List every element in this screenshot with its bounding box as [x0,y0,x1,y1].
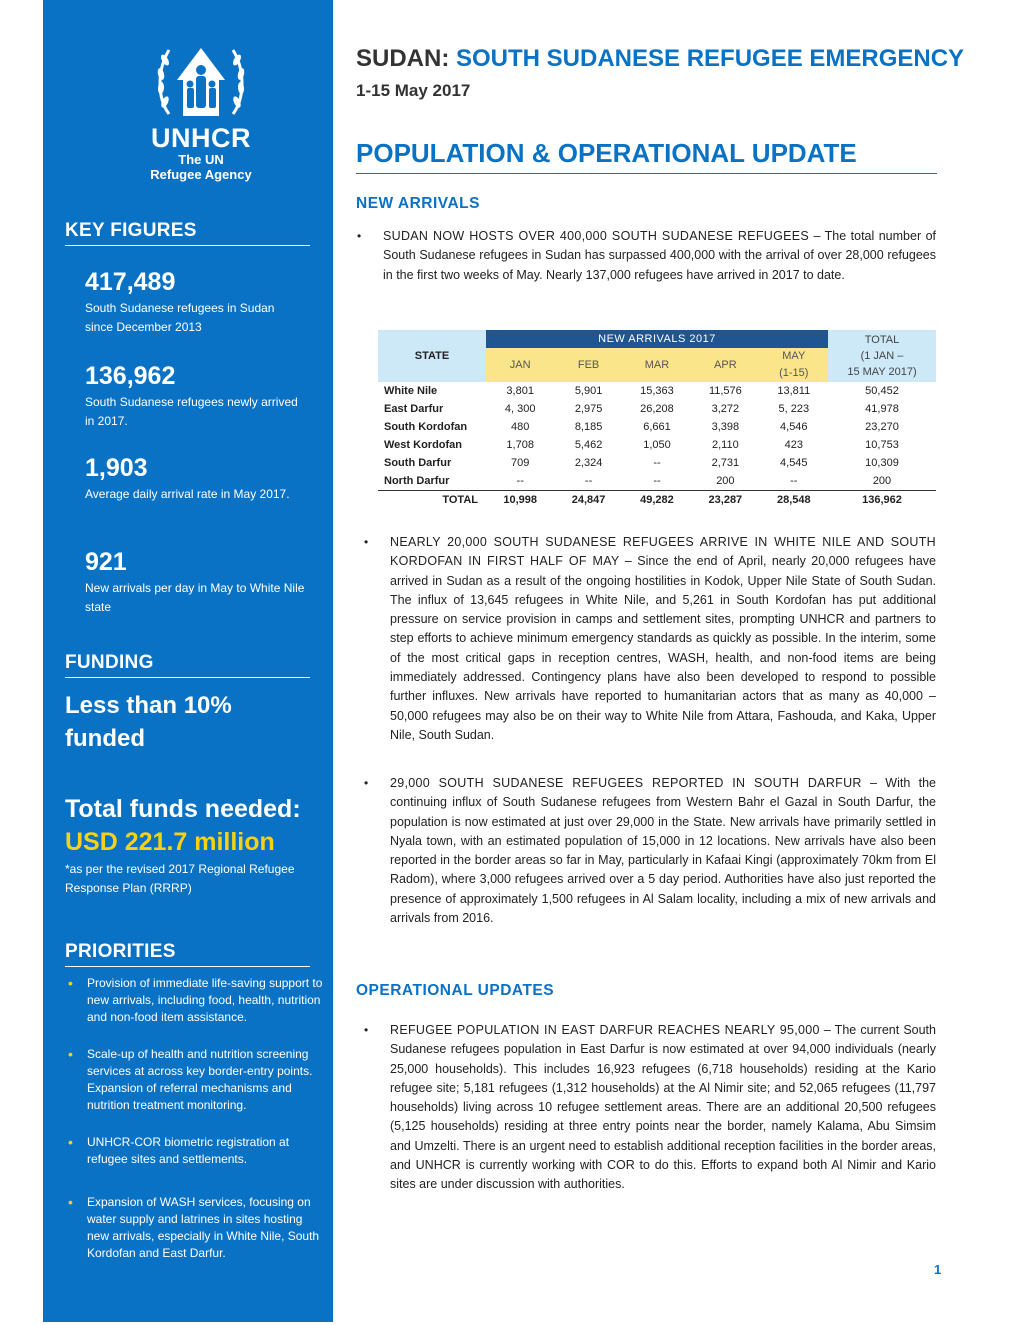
key-figure [85,453,305,504]
table-cell: 200 [716,475,735,487]
table-cell: 2,975 [574,403,603,415]
paragraph-lead: 29,000 SOUTH SUDANESE REFUGEES REPORTED IN SOUTH DARFUR [390,776,862,790]
report-date: 1-15 May 2017 [356,81,471,100]
table-cell: -- [584,475,593,487]
table-cell-state: South Kordofan [384,421,468,433]
table-cell: 200 [872,475,892,487]
table-header-total-line: TOTAL [864,334,900,346]
table-cell-state: West Kordofan [384,439,463,451]
table-header-month: FEB [554,348,622,382]
table-cell: 5,901 [574,385,603,397]
page-subtitle: POPULATION & OPERATIONAL UPDATE [356,138,937,174]
table-row [378,400,936,418]
table-row [378,436,936,454]
table-header-month: JAN [486,348,554,382]
key-figure-desc: South Sudanese refugees in Sudan since December 2013 [85,301,275,334]
table-cell: 1,708 [506,439,534,451]
logo-brand: UNHCR [151,123,251,153]
table-total-cell: 28,548 [760,491,828,510]
unhcr-emblem-icon [155,40,247,122]
bullet: • [357,229,362,243]
table-cell: 2,731 [711,457,740,469]
table-cell-state: White Nile [384,385,438,397]
bullet: • [364,1023,369,1037]
table-total-cell: 136,962 [828,491,936,510]
funding-status [65,689,315,755]
total-funds-label: Total funds needed: [65,795,301,823]
table-cell: -- [653,457,661,469]
table-header-month: APR [691,348,759,382]
table-row [378,418,936,436]
table-total-row [378,491,936,510]
table-cell: 4, 300 [504,403,536,415]
table-cell-state: South Darfur [384,457,452,469]
funding-line-2: funded [65,725,145,752]
table-cell: 13,811 [777,385,811,397]
table-cell: 41,978 [865,403,899,415]
table-cell: 50,452 [865,385,899,397]
paragraph-text: – With the continuing influx of South Sudanese refugees from Western Bahr el Gazal in South Darfur, the population is now estimated at just over 29,000 in the State. New arrivals have primarily settled in Nyala town, with an estimated population of 15,000 in 12 locations. New arrivals have also been reported in the border areas so far in May, particularly in Kafaai Kingi (approximately 70km from El Radom), where 3,000 refugees arrived over a 5 day period. Authorities have also just reported the presence of approximately 1,500 refugees in Al Salam locality, including a mix of new arrivals and arrivals from 2016. [390,776,936,926]
paragraph-new-arrivals-1 [357,227,936,285]
operational-updates-heading: OPERATIONAL UPDATES [356,982,555,999]
table-total-cell: 10,998 [486,491,554,510]
paragraph-text: – The total number of South Sudanese refugees in Sudan has surpassed 400,000 with the arrival of over 28,000 refugees in the first two weeks of May. Nearly 137,000 refugees have arrived in 2017 to date. [383,229,936,282]
priorities-heading: PRIORITIES [65,941,310,967]
priority-item: • Scale-up of health and nutrition screening services at across key border-entry points. Expansion of referral mechanisms and nutrition treatment monitoring. [65,1046,323,1114]
table-cell-state: North Darfur [384,475,450,487]
table-cell: 26,208 [640,403,674,415]
table-header-total-line: (1 JAN – [860,350,904,362]
table-cell: 1,050 [643,439,671,451]
table-cell: 3,801 [506,385,534,397]
table-header-total [828,330,936,382]
table-cell: 2,110 [712,439,739,451]
total-funds-value: USD 221.7 million [65,828,275,856]
key-figure [85,267,305,337]
paragraph-new-arrivals-3 [364,774,936,928]
table-row [378,454,936,472]
key-figure [85,547,305,617]
paragraph-lead: SUDAN NOW HOSTS OVER 400,000 SOUTH SUDANESE REFUGEES [383,229,810,243]
table-cell: -- [516,475,524,487]
funding-heading: FUNDING [65,652,310,678]
key-figure-desc: New arrivals per day in May to White Nile state [85,581,305,614]
table-total-cell: 49,282 [623,491,691,510]
table-row [378,382,936,400]
paragraph-text: – The current South Sudanese refugees population in East Darfur is now estimated at over 94,000 individuals (nearly 25,000 households). This includes 16,923 refugees (6,718 households) residing at the Kario refugee site; 5,181 refugees (1,312 households) at the Al Nimir site; and 52,065 refugees (11,797 households) living across 10 refugee settlement areas. There are an additional 20,500 refugees (5,125 households) residing at three entry points near the border, namely Kalama, Abu Simsim and Umzelti. There is an urgent need to establish additional reception facilities in the border areas, and UNHCR is currently working with COR to do this. Efforts to expand both Al Nimir and Kario sites are under discussion with authorities. [390,1023,936,1192]
key-figure-desc: Average daily arrival rate in May 2017. [85,487,290,501]
bullet: • [364,535,369,549]
key-figure-desc: South Sudanese refugees newly arrived in 2017. [85,395,298,428]
table-header-may: MAY [782,350,806,362]
new-arrivals-table [378,330,936,509]
table-cell: 5,462 [574,439,603,451]
paragraph-text: – Since the end of April, nearly 20,000 refugees have arrived in Sudan as a result of the ongoing hostilities in Kodok, Upper Nile State of South Sudan. The influx of 13,645 refugees in White Nile, and 5,261 in South Kordofan has put additional pressure on service provision in camps and settlement sites, prompting UNHCR and partners to step efforts to achieve minimum emergency standards as quickly as possible. In the interim, some of the most critical gaps in reception centres, WASH, health, and non-food items are being immediately addressed. Contingency plans have also been developed to respond to possible further influxes. New arrivals have reported to humanitarian actors that as many as 40,000 – 50,000 refugees may also be on their way to White Nile from Attara, Fashouda, and Kaka, Upper Nile, South Sudan. [390,554,936,742]
table-header-month: MAR [623,348,691,382]
table-cell: 4,545 [780,457,808,469]
title-main: SOUTH SUDANESE REFUGEE EMERGENCY [456,45,965,72]
table-cell: 480 [511,421,530,433]
table-cell: -- [653,475,661,487]
title-prefix: SUDAN: [356,45,456,72]
table-total-cell: 24,847 [554,491,622,510]
key-figure-value: 1,903 [85,454,148,482]
table-cell: 2,324 [574,457,603,469]
key-figures-heading: KEY FIGURES [65,220,310,246]
page-title [356,45,964,73]
table-cell: 423 [784,439,803,451]
logo-tagline-1: The UN [178,152,224,167]
key-figure-value: 417,489 [85,268,176,296]
priority-item: • Provision of immediate life-saving support to new arrivals, including food, health, nutrition and non-food item assistance. [65,975,323,1026]
priority-item: • UNHCR-COR biometric registration at refugee sites and settlements. [65,1134,323,1168]
table-cell: 709 [511,457,530,469]
new-arrivals-heading: NEW ARRIVALS [356,195,480,212]
key-figure [85,361,305,431]
table-cell: -- [790,475,798,487]
priority-item: • Expansion of WASH services, focusing on water supply and latrines in sites hosting new arrivals, especially in White Nile, South Kordofan and East Darfur. [65,1194,323,1262]
table-cell: 8,185 [574,421,603,433]
priorities-list [65,975,323,1262]
key-figure-value: 921 [85,548,127,576]
table-cell: 15,363 [640,385,674,397]
table-total-cell: 23,287 [691,491,759,510]
key-figure-value: 136,962 [85,362,176,390]
table-cell-state: East Darfur [384,403,444,415]
paragraph-lead: NEARLY 20,000 SOUTH SUDANESE REFUGEES ARRIVE IN WHITE NILE AND SOUTH KORDOFAN IN FIRST HALF OF MAY [390,535,936,569]
table-row [378,472,936,491]
table-total-label: TOTAL [378,491,486,510]
unhcr-logo [141,40,261,182]
table-header-state: STATE [378,330,486,382]
total-funds-note: *as per the revised 2017 Regional Refugee Response Plan (RRRP) [65,862,295,895]
paragraph-new-arrivals-2 [364,533,936,745]
table-cell: 4,546 [780,421,808,433]
table-cell: 5, 223 [778,403,810,415]
funding-line-1: Less than 10% [65,692,232,719]
table-cell: 6,661 [643,421,671,433]
bullet: • [364,776,369,790]
table-cell: 10,309 [865,457,899,469]
paragraph-operational-1 [364,1021,936,1195]
table-header-total-line: 15 MAY 2017) [847,366,917,378]
paragraph-lead: REFUGEE POPULATION IN EAST DARFUR REACHES NEARLY 95,000 [390,1023,820,1037]
table-cell: 11,576 [708,385,742,397]
table-cell: 3,398 [711,421,740,433]
table-body [378,382,936,491]
table-header-month [760,348,828,382]
page-number: 1 [934,1262,942,1277]
table-header-group: NEW ARRIVALS 2017 [486,330,828,348]
table-cell: 3,272 [711,403,740,415]
table-cell: 10,753 [865,439,899,451]
sidebar [43,0,333,1322]
table-header-may-range: (1-15) [779,367,809,379]
logo-tagline-2: Refugee Agency [150,167,252,182]
table-cell: 23,270 [865,421,899,433]
